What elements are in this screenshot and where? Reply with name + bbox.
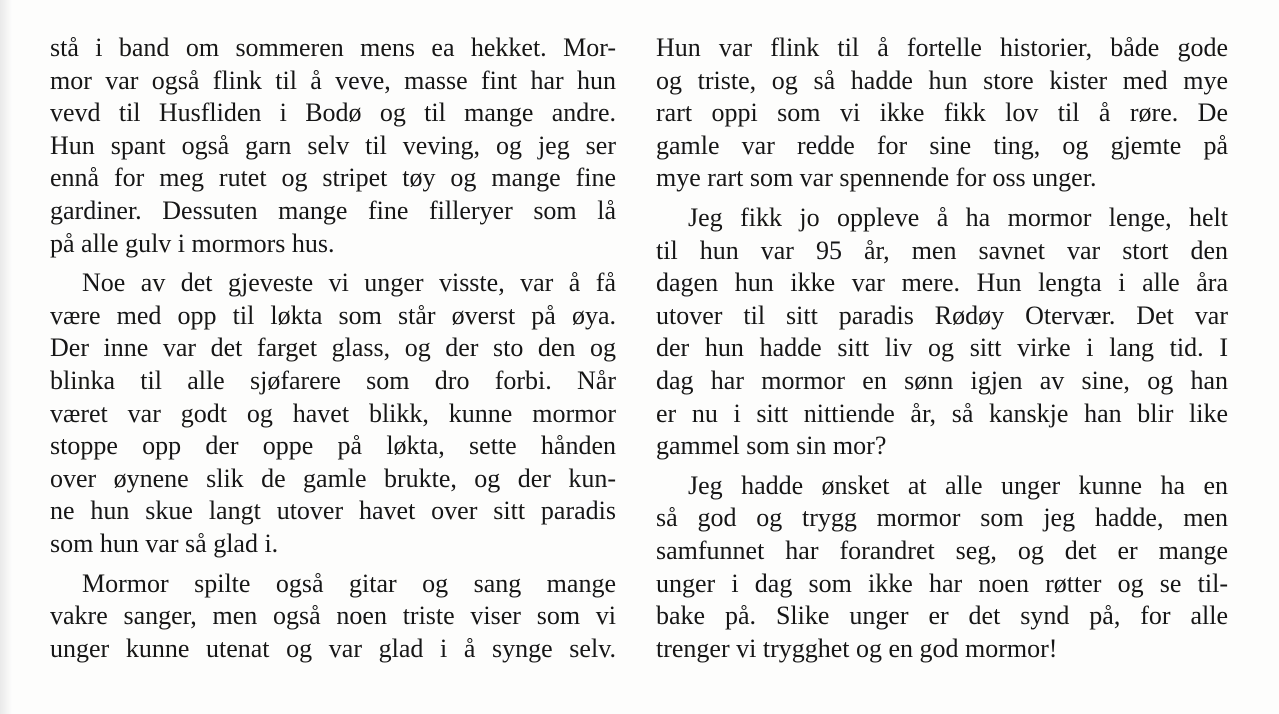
text-line: Der inne var det farget glass, og der sto den og [50, 333, 616, 363]
text-line: stoppe opp der oppe på løkta, sette hånden [50, 431, 616, 461]
text-line: Noe av det gjeveste vi unger visste, var å få [82, 268, 616, 298]
text-line: mye rart som var spennende for oss unger. [656, 163, 1097, 193]
text-line: unger kunne utenat og var glad i å synge selv. [50, 633, 616, 663]
right-text-column [656, 32, 1228, 665]
page-edge-shadow [0, 0, 12, 714]
text-line: på alle gulv i mormors hus. [50, 228, 335, 258]
text-line: Hun var flink til å fortelle historier, både gode [656, 33, 1228, 62]
text-line: dag har mormor en sønn igjen av sine, og han [656, 365, 1228, 395]
text-line: utover til sitt paradis Rødøy Otervær. Det var [656, 300, 1228, 330]
text-line: vevd til Husfliden i Bodø og til mange andre. [50, 98, 616, 128]
text-line: gardiner. Dessuten mange fine filleryer som lå [50, 195, 616, 225]
text-line: samfunnet har forandret seg, og det er mange [656, 535, 1228, 565]
text-line: Jeg hadde ønsket at alle unger kunne ha en [688, 470, 1228, 500]
text-line: der hun hadde sitt liv og sitt virke i lang tid. I [656, 333, 1228, 363]
text-line: til hun var 95 år, men savnet var stort den [656, 235, 1228, 265]
text-line: dagen hun ikke var mere. Hun lengta i alle åra [656, 268, 1228, 298]
text-line: blinka til alle sjøfarere som dro forbi. Når [50, 365, 616, 395]
text-line: ne hun skue langt utover havet over sitt paradis [50, 496, 616, 526]
text-line: Jeg fikk jo oppleve å ha mormor lenge, helt [688, 202, 1228, 232]
text-line: Mormor spilte også gitar og sang mange [82, 568, 616, 598]
text-line: som hun var så glad i. [50, 528, 279, 558]
text-line: Hun spant også garn selv til veving, og jeg ser [50, 130, 616, 160]
left-text-column [50, 32, 616, 665]
text-line: stå i band om sommeren mens ea hekket. Mor- [50, 33, 616, 62]
text-line: mor var også flink til å veve, masse fint har hun [50, 65, 616, 95]
text-line: ennå for meg rutet og stripet tøy og mange fine [50, 163, 616, 193]
text-line: bake på. Slike unger er det synd på, for alle [656, 601, 1228, 631]
text-line: unger i dag som ikke har noen røtter og se til- [656, 568, 1228, 598]
text-line: og triste, og så hadde hun store kister med mye [656, 65, 1228, 95]
text-line: trenger vi trygghet og en god mormor! [656, 633, 1058, 663]
text-line: så god og trygg mormor som jeg hadde, men [656, 503, 1228, 533]
text-line: er nu i sitt nittiende år, så kanskje han blir like [656, 398, 1228, 428]
text-line: gammel som sin mor? [656, 431, 887, 461]
text-line: over øynene slik de gamle brukte, og der kun- [50, 463, 616, 493]
text-line: gamle var redde for sine ting, og gjemte på [656, 130, 1228, 160]
text-line: været var godt og havet blikk, kunne mormor [50, 398, 616, 428]
text-line: vakre sanger, men også noen triste viser som vi [50, 601, 616, 631]
text-line: rart oppi som vi ikke fikk lov til å røre. De [656, 98, 1228, 128]
text-line: være med opp til løkta som står øverst på øya. [50, 300, 616, 330]
